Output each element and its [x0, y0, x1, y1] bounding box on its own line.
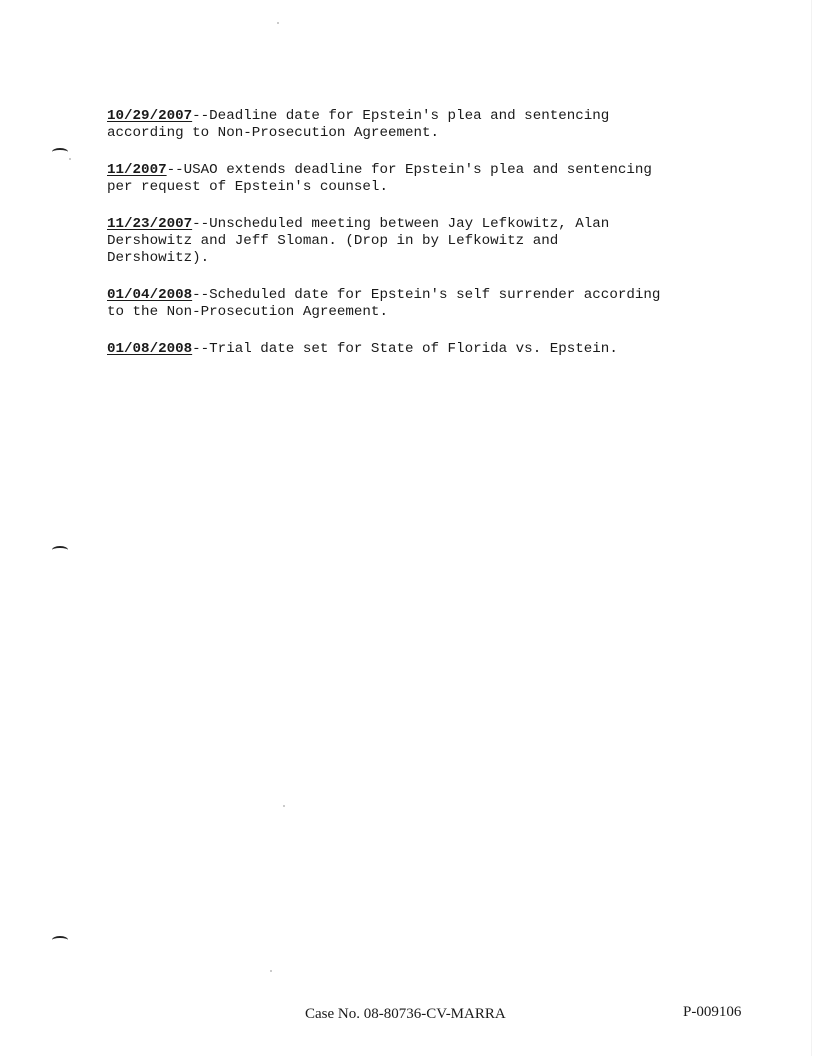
scan-edge-line — [811, 0, 812, 1056]
punch-hole-mark — [52, 546, 68, 554]
timeline-entries — [107, 108, 747, 378]
scan-speck — [69, 158, 71, 160]
entry-date: 11/2007 — [107, 162, 167, 178]
entry-date: 01/08/2008 — [107, 341, 193, 357]
entry-date: 10/29/2007 — [107, 108, 193, 124]
timeline-entry — [107, 162, 747, 196]
entry-text: --Trial date set for State of Florida vs. Epstein. — [192, 341, 618, 357]
timeline-entry — [107, 287, 747, 321]
entry-date: 01/04/2008 — [107, 287, 193, 303]
scan-speck — [277, 22, 279, 24]
timeline-entry — [107, 341, 747, 358]
entry-text: --Unscheduled meeting between Jay Lefkowitz, Alan Dershowitz and Jeff Sloman. (Drop in by Lefkowitz and Dershowitz). — [107, 216, 610, 266]
entry-text: --Deadline date for Epstein's plea and sentencing according to Non-Prosecution Agreement. — [107, 108, 610, 141]
timeline-entry — [107, 216, 747, 267]
scan-speck — [283, 805, 285, 807]
entry-text: --Scheduled date for Epstein's self surrender according to the Non-Prosecution Agreement. — [107, 287, 661, 320]
entry-date: 11/23/2007 — [107, 216, 193, 232]
entry-text: --USAO extends deadline for Epstein's plea and sentencing per request of Epstein's counsel. — [107, 162, 652, 195]
case-number: Case No. 08-80736-CV-MARRA — [305, 1006, 506, 1022]
bates-number: P-009106 — [683, 1004, 742, 1020]
punch-hole-mark — [52, 148, 68, 156]
punch-hole-mark — [52, 936, 68, 944]
timeline-entry — [107, 108, 747, 142]
scan-speck — [270, 970, 272, 972]
